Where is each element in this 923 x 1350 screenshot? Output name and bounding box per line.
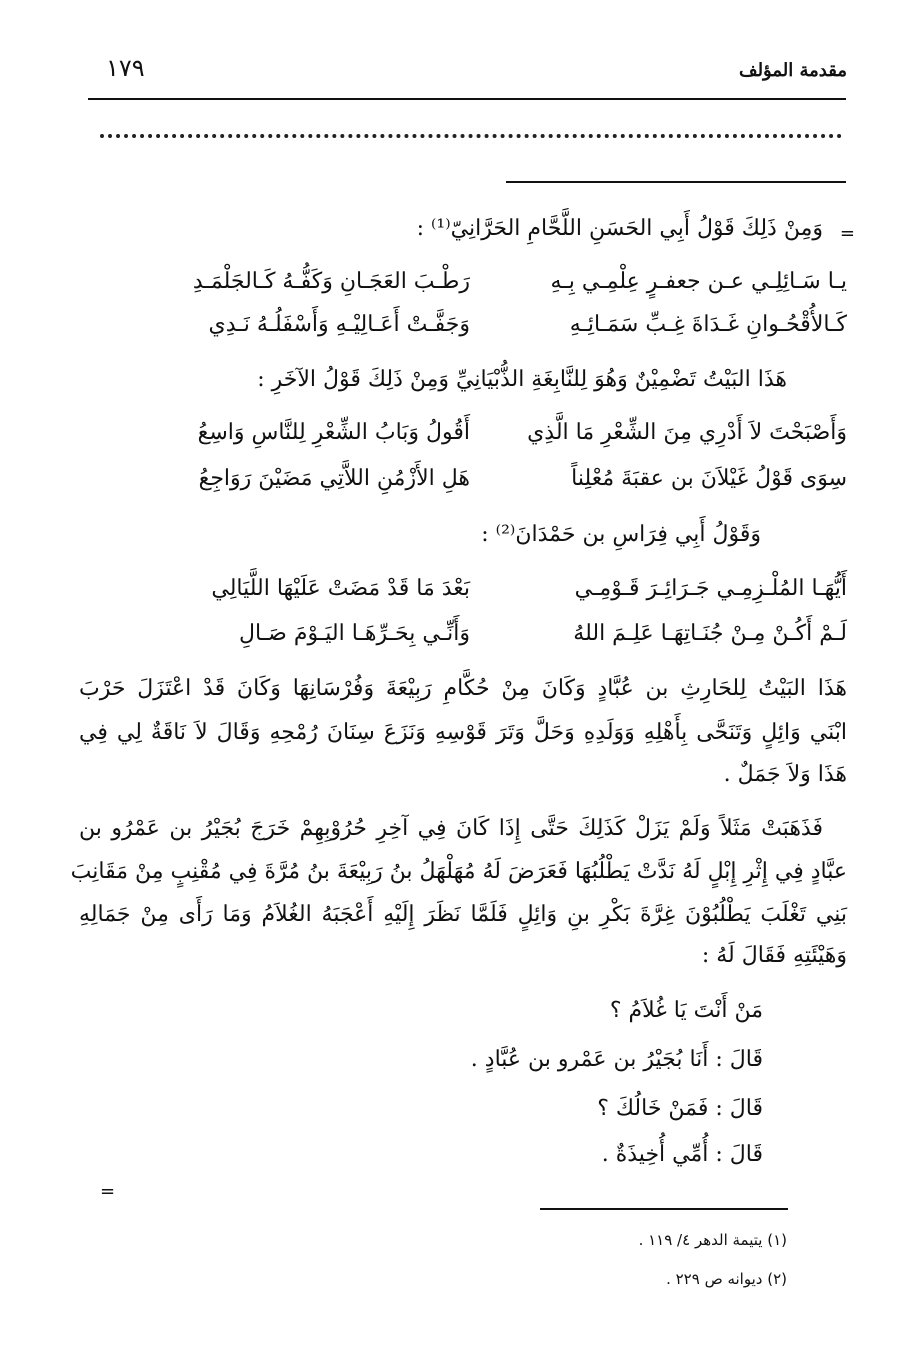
verse-2-2-second: هَلِ الأَزْمُنِ اللاَّتِي مَضَيْنَ رَوَاجِعُ [198,466,470,491]
paragraph-1-line: هَذَا وَلاَ جَمَلٌ . [723,762,847,787]
footnote-rule [540,1208,788,1210]
verse-1-1-second: رَطْـبَ العَجَـانِ وَكَفُّـهُ كَـالجَلْمَـدِ [192,269,470,294]
margin-mark-bottom: = [100,1181,116,1202]
verse-3-1-second: بَعْدَ مَا قَدْ مَضَتْ عَلَيْهَا اللَّيَالِي [211,576,470,601]
margin-mark-top: = [839,223,855,244]
paragraph-2-line: وَهَيْئَتِهِ فَقَالَ لَهُ : [701,943,847,968]
paragraph-2-line: عبَّادٍ فِي إِثْرِ إِبْلٍ لَهُ نَدَّتْ يَطْلُبُهَا فَعَرَضَ لَهُ مُهَلْهَلُ بنُ رَبِيْعَةَ بنُ مُرَّةَ فِي مُقْنِبٍ مِنْ مَقَانِبَ [70,859,847,884]
dialogue-line: مَنْ أَنْتَ يَا غُلاَمُ ؟ [609,998,763,1023]
paragraph-1-line: هَذَا البَيْتُ لِلحَارِثِ بن عُبَّادٍ وَكَانَ مِنْ حُكَّامِ رَبِيْعَةَ وَفُرْسَانِهَا وَكَانَ قَدْ اعْتَزَلَ حَرْبَ [79,676,847,701]
intro-line: وَمِنْ ذَلِكَ قَوْلُ أَبِي الحَسَنِ اللَّحَّامِ الحَرَّانِيّ⁽¹⁾ : [416,216,823,241]
verse-3-1-first: أَيُّهَـا المُلْـزِمِـي جَـرَائِـرَ قَـوْمِـي [574,576,847,601]
footnote-1: (١) يتيمة الدهر ٤/ ١١٩ . [638,1231,787,1249]
footnote-2: (٢) ديوانه ص ٢٢٩ . [666,1270,787,1288]
dotted-separator [100,134,842,138]
verse-2-2-first: سِوَى قَوْلُ غَيْلاَنَ بن عقبَةَ مُعْلِناً [571,466,847,491]
verse-2-1-second: أَقُولُ وَبَابُ الشِّعْرِ لِلنَّاسِ وَاسِعُ [197,420,470,445]
header-rule [88,98,846,100]
verse-3-2-first: لَـمْ أَكُـنْ مِـنْ جُنَـاتِهَـا عَلِـمَ اللهُ [573,621,847,646]
verse-1-2-first: كَـالأُقْحُـوانِ غَـدَاةَ غِـبِّ سَمَـائِـهِ [569,312,847,337]
dialogue-line: قَالَ : أَنَا بُجَيْرُ بن عَمْرو بن عُبَّادٍ . [470,1047,763,1072]
dialogue-line: قَالَ : فَمَنْ خَالُكَ ؟ [597,1096,763,1121]
verse-3-2-second: وَأَنِّـي بِحَـرِّهَـا اليَـوْمَ صَـالِ [239,621,470,646]
commentary-line-1: هَذَا البَيْتُ تَضْمِيْنٌ وَهُوَ لِلنَّابِغَةِ الذُّبْيَانِيِّ وَمِنْ ذَلِكَ قَوْلُ الآخَرِ : [257,367,787,392]
dialogue-line: قَالَ : أُمِّي أُخِيذَةٌ . [601,1142,763,1167]
page-number: ١٧٩ [106,54,145,82]
commentary-line-2: وَقَوْلُ أَبِي فِرَاسِ بن حَمْدَانَ⁽²⁾ : [481,522,761,547]
verse-1-2-second: وَجَفَّـتْ أَعَـالِيْـهِ وَأَسْفَلُـهُ نَـدِي [208,312,470,337]
verse-1-1-first: يـا سَـائِلِـي عـن جعفـرٍ عِلْمِـي بِـهِ [550,269,847,294]
verse-2-1-first: وَأَصْبَحْتَ لاَ أَدْرِي مِنَ الشِّعْرِ مَا الَّذِي [527,420,847,445]
paragraph-2-line: فَذَهَبَتْ مَثَلاً وَلَمْ يَزَلْ كَذَلِكَ حَتَّى إِذَا كَانَ فِي آخِرِ حُرُوْبِهِمْ خَرَجَ بُجَيْرُ بن عَمْرُو بن [79,816,823,841]
running-header-title: مقدمة المؤلف [738,60,847,81]
paragraph-1-line: ابْنَي وَائِلٍ وَتَنَحَّى بِأَهْلِهِ وَوَلَدِهِ وَحَلَّ وَتَرَ قَوْسِهِ وَنَزَعَ سِنَانَ رُمْحِهِ وَقَالَ لاَ نَاقَةٌ لِي فِي [79,720,847,745]
section-rule [506,181,846,183]
paragraph-2-line: بَنِي تَغْلَبَ يَطْلُبُوْنَ غِرَّةَ بَكْرِ بنِ وَائِلٍ فَلَمَّا نَظَرَ إِلَيْهِ أَعْجَبَهُ الغُلاَمُ وَمَا رَأَى مِنْ جَمَالِهِ [79,902,847,927]
